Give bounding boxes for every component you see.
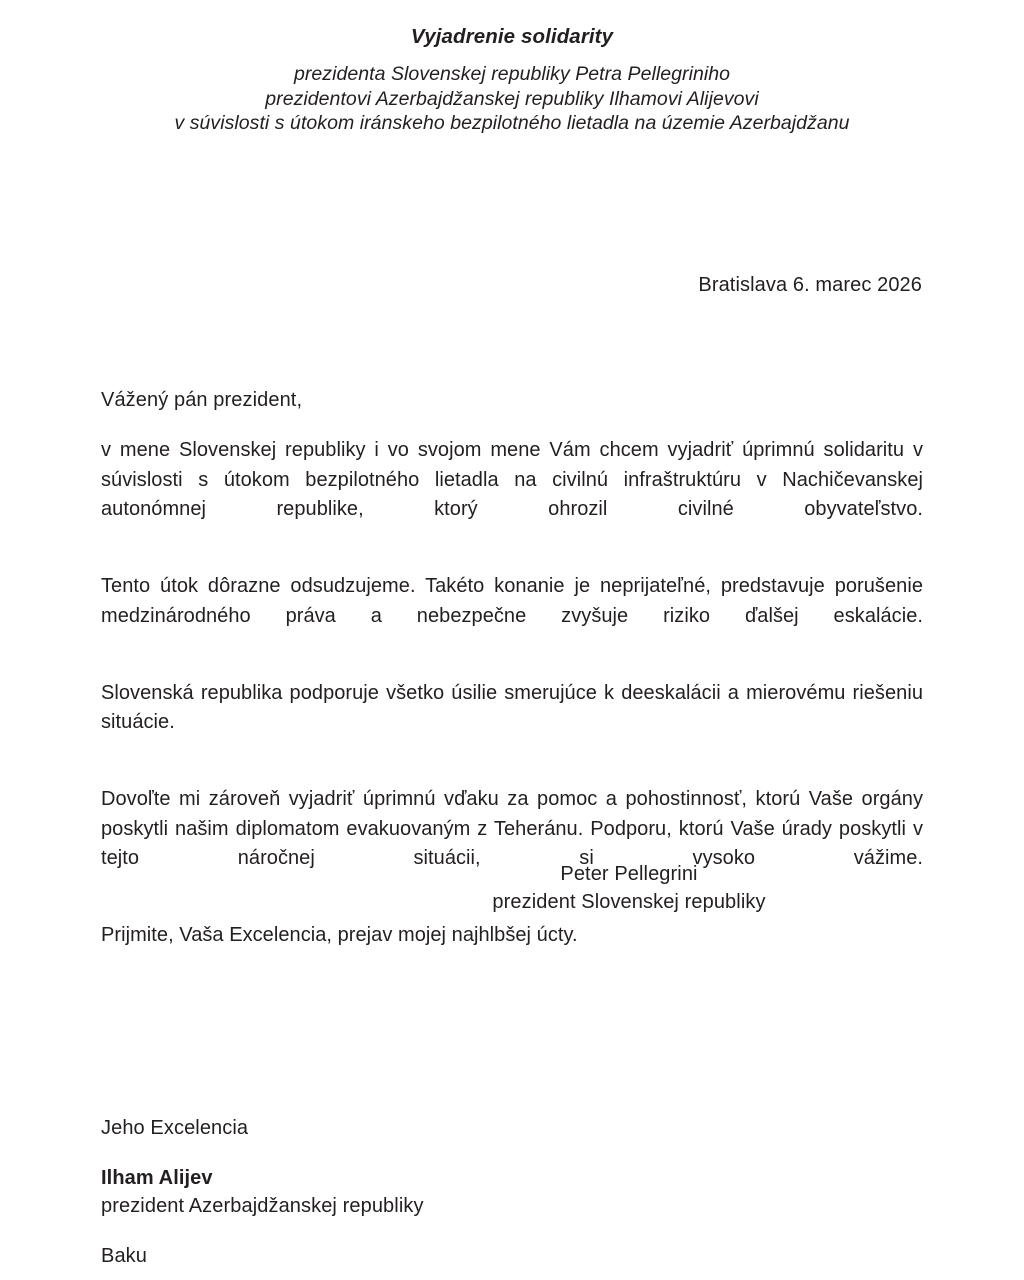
salutation: Vážený pán prezident,: [101, 389, 303, 411]
subtitle-line-3: v súvislosti s útokom iránskeho bezpilotného lietadla na územie Azerbajdžanu: [174, 112, 850, 134]
body-paragraph-5: Prijmite, Vaša Excelencia, prejav mojej najhlbšej úcty.: [101, 924, 578, 946]
page-title: Vyjadrenie solidarity: [410, 25, 614, 48]
recipient-block: [101, 1114, 701, 1270]
signature-role: prezident Slovenskej republiky: [492, 891, 766, 913]
subtitle-line-1: prezidenta Slovenskej republiky Petra Pellegriniho: [293, 63, 731, 85]
body-paragraph-1: v mene Slovenskej republiky i vo svojom mene Vám chcem vyjadriť úprimnú solidaritu v súvislosti s útokom bezpilotného lietadla na civilnú infraštruktúru v Nachičevanskej autonómnej republike, ktorý ohrozil civilné obyvateľstvo.: [101, 439, 923, 520]
signature-name: Peter Pellegrini: [560, 863, 698, 885]
recipient-honorific: Jeho Excelencia: [101, 1117, 249, 1139]
body-paragraph-2: Tento útok dôrazne odsudzujeme. Takéto konanie je neprijateľné, predstavuje porušenie medzinárodného práva a nebezpečne zvyšuje riziko ďalšej eskalácie.: [101, 575, 923, 627]
body-paragraph-3: Slovenská republika podporuje všetko úsilie smerujúce k deeskalácii a mierovému riešeniu situácie.: [101, 681, 923, 733]
recipient-role: prezident Azerbajdžanskej republiky: [101, 1195, 424, 1217]
signature-block: [340, 860, 918, 916]
subtitle-line-2: prezidentovi Azerbajdžanskej republiky Ilhamovi Alijevovi: [265, 87, 759, 110]
recipient-city: Baku: [101, 1245, 147, 1267]
letter-date: Bratislava 6. marec 2026: [698, 274, 922, 296]
recipient-name: Ilham Alijev: [101, 1167, 213, 1189]
body-paragraph-4: Dovoľte mi zároveň vyjadriť úprimnú vďaku za pomoc a pohostinnosť, ktorú Vaše orgány poskytli našim diplomatom evakuovaným z Teheránu. Podporu, ktorú Vaše úrady poskytli v tejto náročnej situácii, si vysoko vážime.: [101, 788, 923, 869]
letter-header: [101, 24, 923, 136]
